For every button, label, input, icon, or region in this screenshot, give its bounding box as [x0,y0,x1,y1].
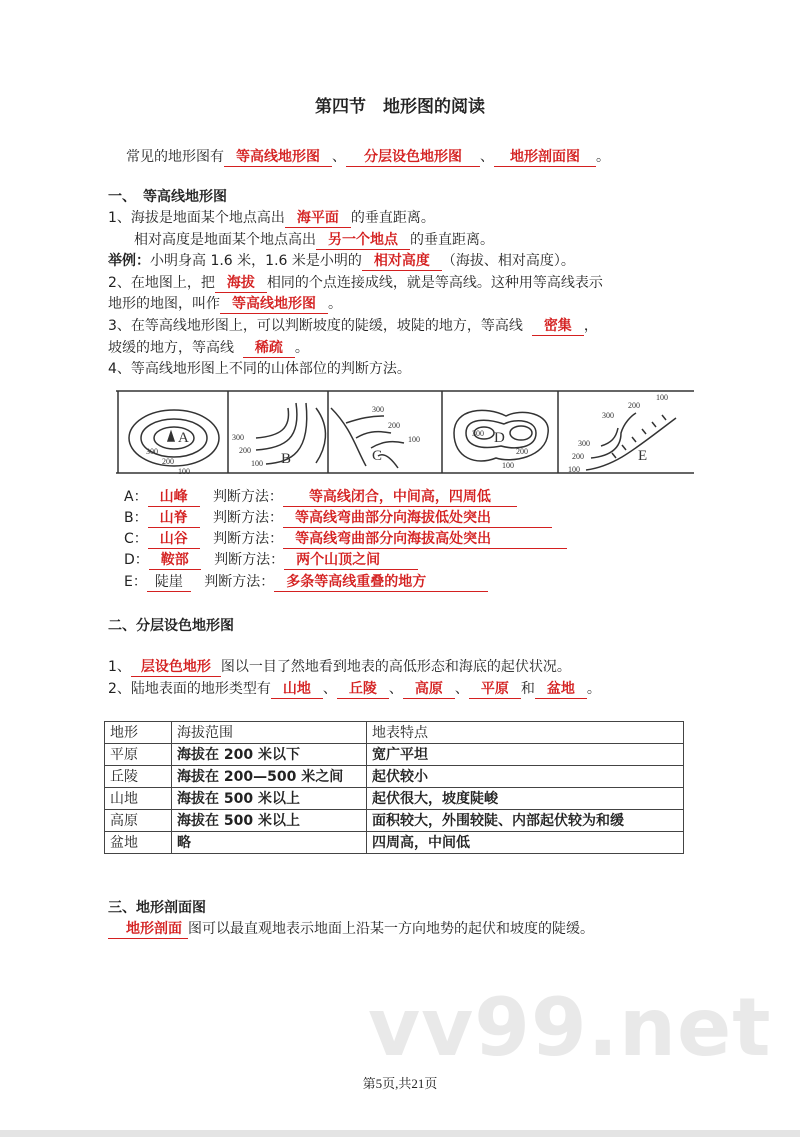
text: 相同的个点连接成线，就是等高线。这种用等高线表示 [266,275,603,291]
peak-contours [129,410,219,466]
contour-value: 300 [602,411,614,420]
text: 的垂直距离。 [410,232,494,248]
answer-blank: 山脊 [148,510,200,528]
answer-blank: 地形剖面 [108,921,188,939]
method-label: 判断方法： [212,489,283,505]
table-row [105,788,684,810]
landform-row-d [124,550,418,570]
answer-blank: 山地 [271,681,323,699]
answer-blank: 相对高度 [362,253,442,271]
text: 相对高度是地面某个地点高出 [134,232,316,248]
cliff-contours [586,413,676,470]
text: 坡缓的地方，等高线 [108,340,234,356]
text: 图以一目了然地看到地表的高低形态和海底的起伏状况。 [220,659,571,675]
table-header [105,722,684,744]
section-heading-1: 一、 等高线地形图 [108,189,227,205]
cell: 略 [172,832,367,854]
contour-value: 200 [162,457,174,466]
answer-blank: 两个山顶之间 [284,552,418,570]
cell: 盆地 [105,832,172,854]
text: 1、海拔是地面某个地点高出 [108,210,285,226]
landform-row-e [124,572,488,592]
section-heading-2: 二、分层设色地形图 [108,618,234,634]
answer-blank: 陡崖 [147,574,191,592]
text: 3、在等高线地形图上，可以判断坡度的陡缓，坡陡的地方，等高线 [108,318,523,334]
answer-blank: 海平面 [285,210,351,228]
answer-blank: 盆地 [535,681,587,699]
landform-row-b [124,508,552,528]
watermark: vv99.net [368,981,772,1074]
answer-blank: 层设色地形 [131,659,221,677]
paragraph: 4、等高线地形图上不同的山体部位的判断方法。 [108,361,411,377]
answer-blank: 鞍部 [149,552,201,570]
contour-value: 100 [178,467,190,476]
answer-blank: 等高线地形图 [224,149,332,167]
answer-blank: 山峰 [148,489,200,507]
label-c: C [372,448,383,464]
cell: 面积较大，外围较陡、内部起伏较为和缓 [367,810,684,832]
method-label: 判断方法： [214,552,285,568]
answer-blank: 等高线弯曲部分向海拔低处突出 [283,510,552,528]
contour-value: 100 [408,435,420,444]
cell: 海拔在 500 米以上 [172,810,367,832]
text: 、 [332,149,346,165]
answer-blank: 等高线地形图 [220,296,328,314]
method-label: 判断方法： [212,510,283,526]
contour-value: 200 [572,452,584,461]
table-row [105,832,684,854]
table-row [105,766,684,788]
label-b: B [281,451,292,467]
answer-blank: 高原 [403,681,455,699]
text: （海拔、相对高度）。 [441,253,575,269]
paragraph [108,679,601,699]
answer-blank: 平原 [469,681,521,699]
diagram-frame [116,391,694,473]
text: 地形的地图，叫作 [108,296,220,312]
contour-value: 100 [656,393,668,402]
landform-table [104,721,684,854]
contour-value: 200 [388,421,400,430]
key: A： [124,489,148,505]
key: D： [124,552,149,568]
landform-row-a [124,487,517,507]
answer-blank: 海拔 [215,275,267,293]
answer-blank: 等高线闭合，中间高，四周低 [283,489,517,507]
answer-blank: 密集 [532,318,584,336]
answer-blank: 丘陵 [337,681,389,699]
text: 、 [480,149,494,165]
contour-value: 200 [628,401,640,410]
header-cell: 海拔范围 [172,722,367,744]
cell: 高原 [105,810,172,832]
answer-blank: 山谷 [148,531,200,549]
label-e: E [638,448,648,464]
contour-value: 300 [472,429,484,438]
contour-value: 100 [568,465,580,474]
text: 小明身高 1.6 米，1.6 米是小明的 [150,253,362,269]
answer-blank: 地形剖面图 [494,149,596,167]
cell: 平原 [105,744,172,766]
header-cell: 地形 [105,722,172,744]
cell: 起伏较小 [367,766,684,788]
example-label: 举例： [108,253,150,269]
contour-values [146,393,668,476]
method-label: 判断方法： [213,531,284,547]
text: 1、 [108,659,131,675]
paragraph [108,316,598,336]
contour-value: 300 [232,433,244,442]
paragraph [108,208,435,228]
text: 、 [454,681,469,697]
text: 2、陆地表面的地形类型有 [108,681,271,697]
answer-blank: 等高线弯曲部分向海拔高处突出 [283,531,567,549]
cell: 海拔在 200—500 米之间 [172,766,367,788]
text: 。 [596,149,610,165]
cell: 山地 [105,788,172,810]
text: 和 [520,681,535,697]
cell: 起伏很大，坡度陡峻 [367,788,684,810]
contour-value: 300 [372,405,384,414]
paragraph [108,919,594,939]
section-heading-3: 三、地形剖面图 [108,900,206,916]
text: 。 [294,340,309,356]
text: 2、在地图上，把 [108,275,215,291]
example [108,251,575,271]
label-d: D [494,430,505,446]
cell: 海拔在 500 米以上 [172,788,367,810]
header-cell: 地表特点 [367,722,684,744]
text: 。 [586,681,601,697]
intro-line [126,147,610,167]
paragraph [108,657,571,677]
key: B： [124,510,148,526]
answer-blank: 另一个地点 [316,232,410,250]
text: 常见的地形图有 [126,149,224,165]
label-a: A [178,430,189,446]
page-edge [0,1130,800,1137]
paragraph [108,273,603,293]
contour-value: 100 [502,461,514,470]
text: ， [583,318,598,334]
cell: 丘陵 [105,766,172,788]
landform-row-c [124,529,567,549]
contour-value: 200 [516,447,528,456]
key: E： [124,574,147,590]
cell: 四周高，中间低 [367,832,684,854]
page-number: 第5页,共21页 [362,1076,438,1091]
text: 、 [322,681,337,697]
table-row [105,744,684,766]
contour-value: 300 [146,447,158,456]
answer-blank: 多条等高线重叠的地方 [274,574,488,592]
text: 、 [388,681,403,697]
method-label: 判断方法： [204,574,275,590]
text: 的垂直距离。 [350,210,435,226]
key: C： [124,531,148,547]
text: 。 [328,296,342,312]
paragraph [108,338,309,358]
contour-value: 300 [578,439,590,448]
answer-blank: 稀疏 [243,340,295,358]
paragraph [108,294,342,314]
answer-blank: 分层设色地形图 [346,149,480,167]
cell: 海拔在 200 米以下 [172,744,367,766]
contour-value: 200 [239,446,251,455]
valley-contours [331,408,404,468]
cell: 宽广平坦 [367,744,684,766]
paragraph [134,230,494,250]
table-row [105,810,684,832]
page-title: 第四节 地形图的阅读 [315,97,485,117]
contour-diagram [116,388,694,478]
contour-value: 100 [251,459,263,468]
text: 图可以最直观地表示地面上沿某一方向地势的起伏和坡度的陡缓。 [188,921,594,937]
